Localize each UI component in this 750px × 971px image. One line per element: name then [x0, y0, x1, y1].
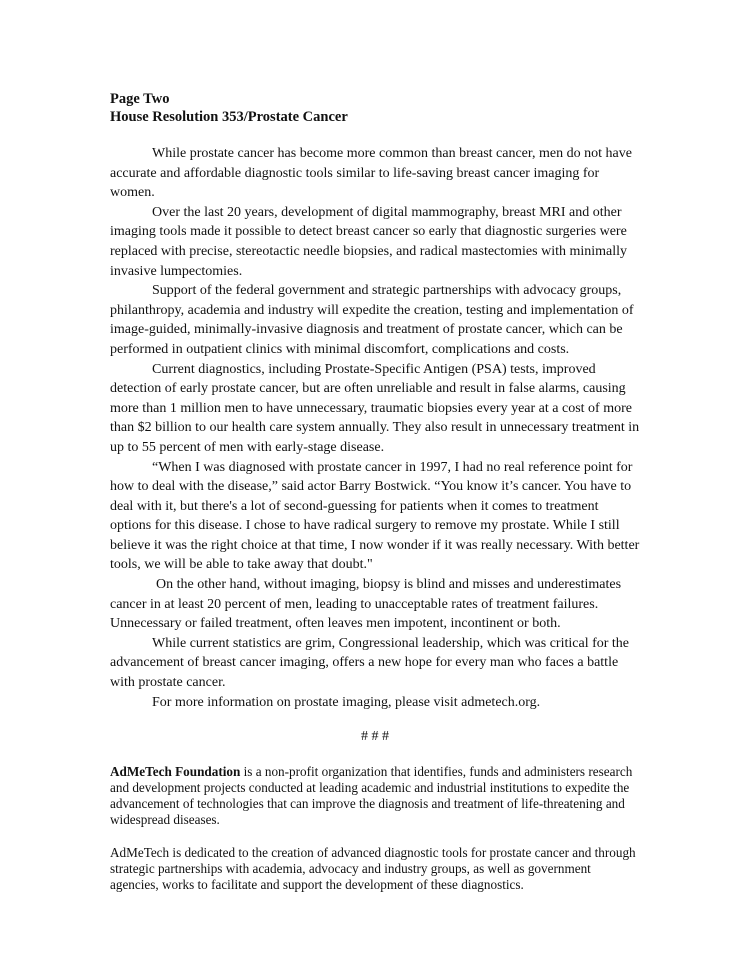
paragraph-5-quote: “When I was diagnosed with prostate cancer in 1997, I had no real reference point for how to deal with the disease,” said actor Barry Bostwick. “You know it’s cancer. You have to deal with it, but there's a lot of second-guessing for patients when it comes to treatment options for this disease. I chose to have radical surgery to remove my prostate. While I still believe it was the right choice at that time, I now wonder if it was really necessary. With better tools, we will be able to take away that doubt."	[110, 459, 640, 573]
body-text	[110, 144, 640, 712]
document-page	[110, 90, 640, 910]
paragraph-1: While prostate cancer has become more common than breast cancer, men do not have accurate and affordable diagnostic tools similar to life-saving breast cancer imaging for women.	[110, 146, 632, 201]
about-organization	[110, 764, 640, 828]
page-heading	[110, 90, 640, 126]
section-separator: # # #	[361, 729, 389, 745]
document-title: House Resolution 353/Prostate Cancer	[110, 109, 348, 125]
paragraph-6: On the other hand, without imaging, biopsy is blind and misses and underestimates cancer in at least 20 percent of men, leading to unacceptable rates of treatment failures. Unnecessary or failed treatment, often leaves men impotent, incontinent or both.	[110, 577, 622, 632]
paragraph-4: Current diagnostics, including Prostate-Specific Antigen (PSA) tests, improved detection of early prostate cancer, but are often unreliable and result in false alarms, causing more than 1 million men to have unnecessary, traumatic biopsies every year at a cost of more than $2 billion to our health care system annually. They also result in unnecessary treatment in up to 55 percent of men with early-stage disease.	[110, 361, 640, 455]
paragraph-8-more-info: For more information on prostate imaging, please visit admetech.org.	[152, 694, 541, 710]
paragraph-3: Support of the federal government and strategic partnerships with advocacy groups, philanthropy, academia and industry will expedite the creation, testing and implementation of image-guided, minimally-invasive diagnosis and treatment of prostate cancer, which can be performed in outpatient clinics with minimal discomfort, complications and costs.	[110, 283, 634, 357]
paragraph-2: Over the last 20 years, development of digital mammography, breast MRI and other imaging tools made it possible to detect breast cancer so early that diagnostic surgeries were replaced with precise, stereotactic needle biopsies, and radical mastectomies with minimally invasive lumpectomies.	[110, 204, 628, 279]
paragraph-7: While current statistics are grim, Congressional leadership, which was critical for the advancement of breast cancer imaging, offers a new hope for every man who faces a battle with prostate cancer.	[110, 635, 630, 691]
organization-mission: AdMeTech is dedicated to the creation of advanced diagnostic tools for prostate cancer and through strategic partnerships with academia, advocacy and industry groups, as well as government agencies, works to facilitate and support the development of these diagnostics.	[110, 845, 636, 893]
organization-description: is a non-profit organization that identifies, funds and administers research and development projects conducted at leading academic and industrial institutions to expedite the advancement of technologies that can improve the diagnosis and treatment of life-threatening and widespread diseases.	[110, 764, 633, 828]
page-number-heading: Page Two	[110, 91, 170, 107]
organization-name: AdMeTech Foundation	[110, 764, 241, 780]
